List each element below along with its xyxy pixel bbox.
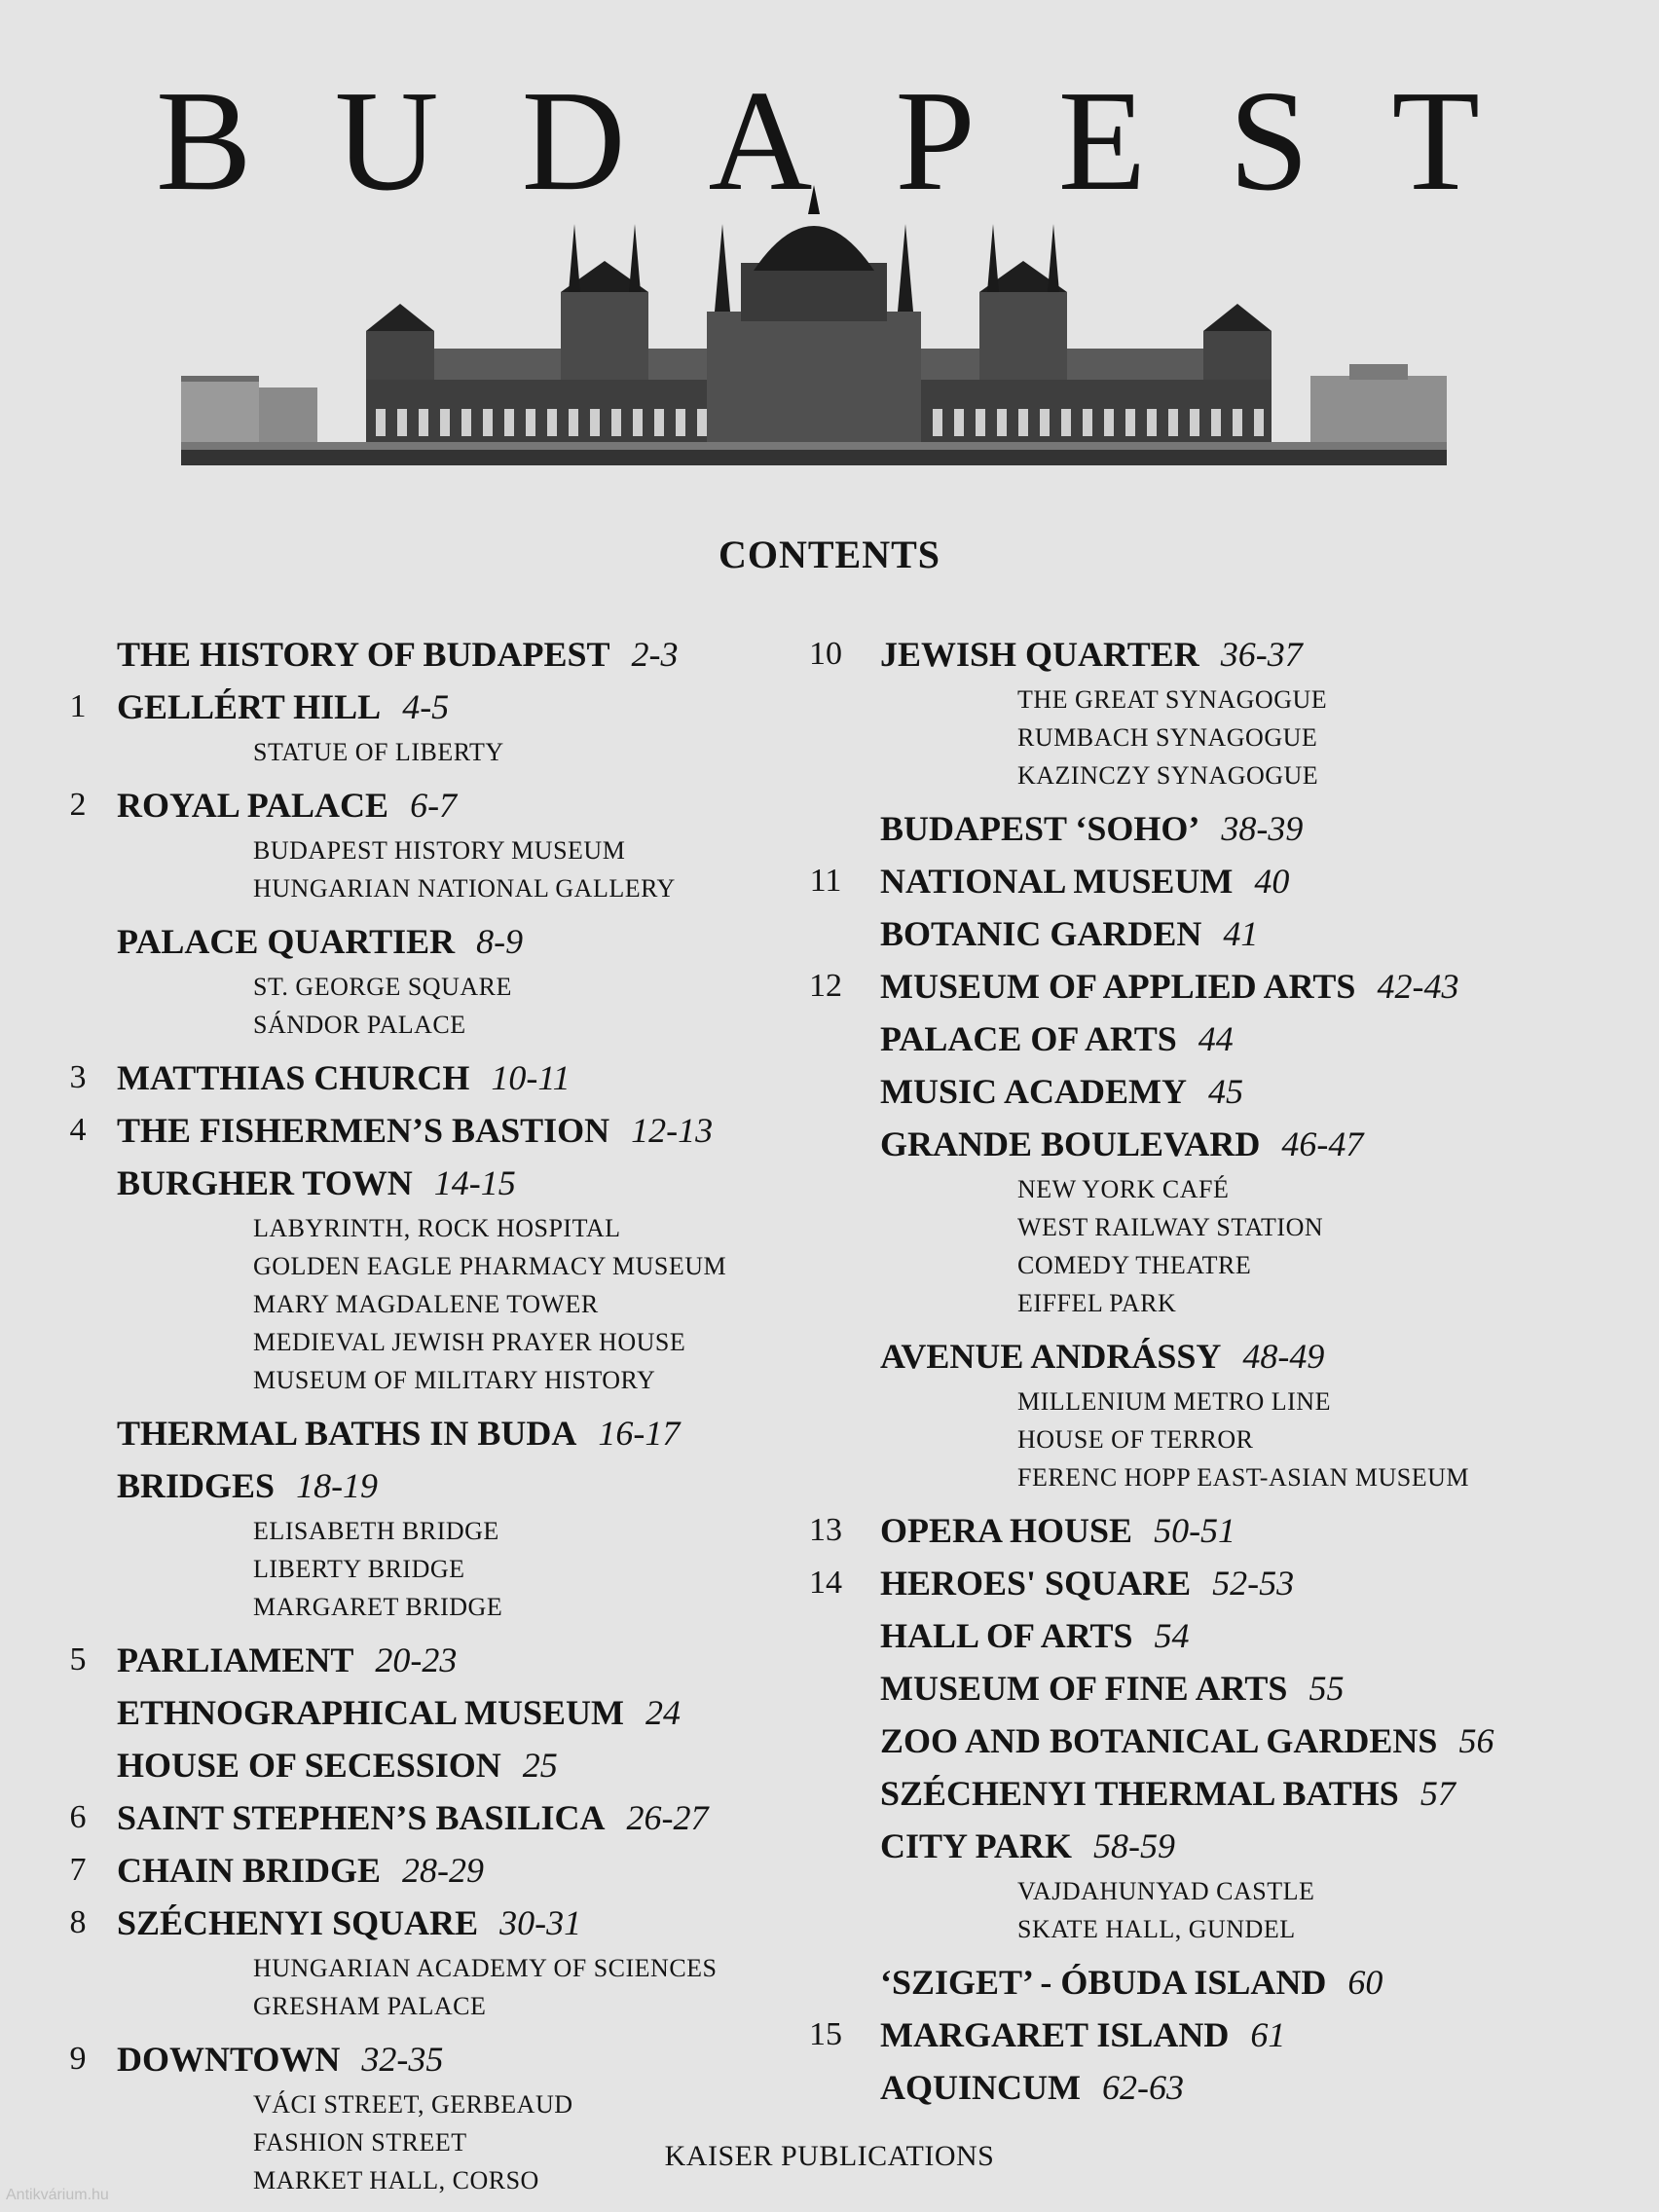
toc-pages: 12-13 <box>631 1111 714 1150</box>
toc-main-line <box>880 1118 1636 1170</box>
toc-pages: 50-51 <box>1154 1511 1236 1550</box>
toc-chapter-number: 4 <box>69 1112 87 1148</box>
toc-title: SAINT STEPHEN’S BASILICA <box>117 1798 606 1837</box>
toc-title: PALACE OF ARTS <box>880 1019 1177 1058</box>
toc-pages: 38-39 <box>1221 809 1304 848</box>
toc-subentry: VAJDAHUNYAD CASTLE <box>1017 1877 1315 1905</box>
toc-subentry: VÁCI STREET, GERBEAUD <box>253 2090 573 2119</box>
toc-pages: 41 <box>1223 914 1259 953</box>
toc-title: MATTHIAS CHURCH <box>117 1058 470 1097</box>
toc-entry <box>58 1051 798 1104</box>
toc-subentry: GRESHAM PALACE <box>253 1992 487 2020</box>
toc-subentries <box>253 733 798 771</box>
toc-subentry: MILLENIUM METRO LINE <box>1017 1387 1331 1416</box>
toc-pages: 18-19 <box>296 1466 379 1505</box>
toc-main-line <box>117 1051 798 1104</box>
toc-main-line <box>117 1634 798 1686</box>
toc-pages: 14-15 <box>433 1163 516 1202</box>
toc-main-line <box>117 628 798 681</box>
toc-pages: 44 <box>1198 1019 1234 1058</box>
toc-chapter-number: 2 <box>69 787 87 823</box>
toc-subentry: LIBERTY BRIDGE <box>253 1555 465 1583</box>
toc-subentry: FERENC HOPP EAST-ASIAN MUSEUM <box>1017 1463 1470 1492</box>
toc-main-line <box>880 1956 1636 2009</box>
toc-entry <box>798 1956 1636 2009</box>
toc-subentries <box>253 1512 798 1626</box>
toc-title: PARLIAMENT <box>117 1641 354 1679</box>
toc-subentries <box>1017 1170 1636 1322</box>
toc-subentries <box>253 831 798 907</box>
toc-entry <box>798 2009 1636 2061</box>
toc-subentry: ELISABETH BRIDGE <box>253 1517 499 1545</box>
toc-main-line <box>117 1157 798 1209</box>
toc-title: GRANDE BOULEVARD <box>880 1124 1261 1163</box>
toc-title: MUSEUM OF FINE ARTS <box>880 1669 1288 1708</box>
toc-entry <box>798 1557 1636 1609</box>
toc-main-line <box>880 907 1636 960</box>
toc-entry <box>798 960 1636 1013</box>
toc-main-line <box>880 1013 1636 1065</box>
title-letter: D <box>521 61 626 221</box>
toc-subentry: NEW YORK CAFÉ <box>1017 1175 1230 1203</box>
toc-main-line <box>117 1686 798 1739</box>
toc-pages: 55 <box>1309 1669 1345 1708</box>
toc-main-line <box>880 1330 1636 1382</box>
toc-title: THE HISTORY OF BUDAPEST <box>117 635 610 674</box>
toc-pages: 62-63 <box>1101 2068 1184 2107</box>
toc-subentry: LABYRINTH, ROCK HOSPITAL <box>253 1214 621 1242</box>
toc-title: MUSIC ACADEMY <box>880 1072 1187 1111</box>
toc-entry <box>58 1791 798 1844</box>
toc-entry <box>58 1157 798 1407</box>
toc-chapter-number: 14 <box>809 1565 842 1601</box>
toc-pages: 10-11 <box>491 1058 571 1097</box>
toc-title: HEROES' SQUARE <box>880 1564 1192 1603</box>
toc-subentries <box>1017 1872 1636 1948</box>
toc-main-line <box>117 681 798 733</box>
toc-title: BRIDGES <box>117 1466 276 1505</box>
title-letter: E <box>1057 61 1147 221</box>
publisher-footer: KAISER PUBLICATIONS <box>664 2140 995 2172</box>
toc-main-line <box>880 628 1636 681</box>
toc-main-line <box>880 1065 1636 1118</box>
toc-title: CITY PARK <box>880 1826 1072 1865</box>
contents-right-column <box>798 628 1636 2114</box>
toc-subentry: SKATE HALL, GUNDEL <box>1017 1915 1296 1943</box>
toc-title: THE FISHERMEN’S BASTION <box>117 1111 610 1150</box>
toc-chapter-number: 1 <box>69 688 87 724</box>
toc-main-line <box>117 1897 798 1949</box>
toc-subentry: FASHION STREET <box>253 2128 467 2157</box>
toc-chapter-number: 3 <box>69 1059 87 1095</box>
toc-pages: 4-5 <box>402 687 450 726</box>
toc-title: JEWISH QUARTER <box>880 635 1199 674</box>
toc-entry <box>798 1330 1636 1504</box>
toc-main-line <box>880 1609 1636 1662</box>
toc-pages: 46-47 <box>1281 1124 1364 1163</box>
toc-main-line <box>117 1791 798 1844</box>
toc-subentry: BUDAPEST HISTORY MUSEUM <box>253 836 626 865</box>
toc-subentries <box>1017 1382 1636 1496</box>
title-letter: S <box>1229 61 1309 221</box>
toc-title: BOTANIC GARDEN <box>880 914 1202 953</box>
toc-main-line <box>117 1459 798 1512</box>
toc-subentries <box>253 1949 798 2025</box>
toc-entry <box>58 1407 798 1459</box>
toc-title: AVENUE ANDRÁSSY <box>880 1337 1222 1376</box>
toc-entry <box>58 1634 798 1686</box>
toc-main-line <box>880 2061 1636 2114</box>
toc-chapter-number: 15 <box>809 2016 842 2052</box>
toc-title: DOWNTOWN <box>117 2040 341 2079</box>
toc-pages: 61 <box>1250 2015 1286 2054</box>
toc-entry <box>798 1662 1636 1714</box>
toc-main-line <box>880 2009 1636 2061</box>
toc-subentry: KAZINCZY SYNAGOGUE <box>1017 761 1319 790</box>
toc-entry <box>58 1844 798 1897</box>
toc-entry <box>58 628 798 681</box>
toc-pages: 8-9 <box>476 922 524 961</box>
toc-entry <box>58 1686 798 1739</box>
toc-entry <box>798 1065 1636 1118</box>
toc-title: PALACE QUARTIER <box>117 922 456 961</box>
toc-entry <box>798 2061 1636 2114</box>
toc-subentry: EIFFEL PARK <box>1017 1289 1177 1317</box>
toc-chapter-number: 6 <box>69 1799 87 1835</box>
toc-pages: 58-59 <box>1093 1826 1175 1865</box>
toc-title: THERMAL BATHS IN BUDA <box>117 1414 577 1453</box>
toc-chapter-number: 12 <box>809 968 842 1004</box>
toc-subentry: SÁNDOR PALACE <box>253 1011 466 1039</box>
toc-pages: 42-43 <box>1377 967 1459 1006</box>
toc-title: AQUINCUM <box>880 2068 1081 2107</box>
toc-entry <box>798 1820 1636 1956</box>
title-letter: P <box>895 61 976 221</box>
toc-title: BURGHER TOWN <box>117 1163 413 1202</box>
toc-chapter-number: 13 <box>809 1512 842 1548</box>
toc-subentry: HUNGARIAN NATIONAL GALLERY <box>253 874 676 903</box>
toc-subentry: MUSEUM OF MILITARY HISTORY <box>253 1366 656 1394</box>
toc-pages: 60 <box>1347 1963 1383 2002</box>
toc-main-line <box>117 779 798 831</box>
toc-title: GELLÉRT HILL <box>117 687 382 726</box>
toc-subentries <box>1017 681 1636 794</box>
toc-entry <box>58 1739 798 1791</box>
toc-title: MARGARET ISLAND <box>880 2015 1230 2054</box>
toc-pages: 32-35 <box>361 2040 444 2079</box>
toc-pages: 30-31 <box>499 1903 582 1942</box>
toc-subentry: MARKET HALL, CORSO <box>253 2166 539 2194</box>
toc-entry <box>798 1767 1636 1820</box>
toc-main-line <box>880 855 1636 907</box>
toc-title: ROYAL PALACE <box>117 786 389 825</box>
toc-subentry: GOLDEN EAGLE PHARMACY MUSEUM <box>253 1252 727 1280</box>
toc-main-line <box>880 960 1636 1013</box>
toc-entry <box>798 628 1636 802</box>
toc-subentry: COMEDY THEATRE <box>1017 1251 1252 1279</box>
toc-pages: 40 <box>1254 862 1290 901</box>
toc-chapter-number: 11 <box>809 863 842 899</box>
toc-pages: 45 <box>1208 1072 1243 1111</box>
toc-pages: 54 <box>1154 1616 1190 1655</box>
toc-pages: 36-37 <box>1220 635 1303 674</box>
toc-entry <box>798 1714 1636 1767</box>
toc-pages: 2-3 <box>631 635 679 674</box>
toc-entry <box>798 855 1636 907</box>
toc-main-line <box>117 1739 798 1791</box>
toc-title: ‘SZIGET’ - ÓBUDA ISLAND <box>880 1963 1327 2002</box>
watermark: Antikvárium.hu <box>6 2187 109 2203</box>
toc-pages: 20-23 <box>375 1641 458 1679</box>
toc-entry <box>58 681 798 779</box>
toc-chapter-number: 5 <box>69 1641 87 1677</box>
toc-title: MUSEUM OF APPLIED ARTS <box>880 967 1356 1006</box>
toc-main-line <box>880 1714 1636 1767</box>
toc-subentry: RUMBACH SYNAGOGUE <box>1017 723 1318 752</box>
toc-entry <box>798 1609 1636 1662</box>
toc-subentries <box>253 968 798 1044</box>
title-letter: T <box>1391 61 1480 221</box>
toc-main-line <box>117 1407 798 1459</box>
toc-chapter-number: 10 <box>809 636 842 672</box>
toc-title: NATIONAL MUSEUM <box>880 862 1234 901</box>
toc-subentry: MEDIEVAL JEWISH PRAYER HOUSE <box>253 1328 686 1356</box>
toc-main-line <box>880 1820 1636 1872</box>
toc-main-line <box>117 915 798 968</box>
toc-subentry: WEST RAILWAY STATION <box>1017 1213 1324 1241</box>
toc-subentries <box>253 1209 798 1399</box>
toc-title: HOUSE OF SECESSION <box>117 1746 501 1785</box>
toc-pages: 28-29 <box>402 1851 485 1890</box>
contents-left-column <box>58 628 798 2207</box>
toc-title: OPERA HOUSE <box>880 1511 1133 1550</box>
toc-entry <box>798 802 1636 855</box>
toc-entry <box>58 1897 798 2033</box>
toc-main-line <box>880 1767 1636 1820</box>
toc-chapter-number: 8 <box>69 1904 87 1940</box>
toc-entry <box>798 907 1636 960</box>
toc-entry <box>58 2033 798 2207</box>
toc-pages: 25 <box>522 1746 558 1785</box>
title-letter: U <box>334 61 439 221</box>
toc-chapter-number: 9 <box>69 2041 87 2077</box>
toc-main-line <box>117 1844 798 1897</box>
toc-entry <box>798 1013 1636 1065</box>
toc-main-line <box>880 1557 1636 1609</box>
toc-main-line <box>880 1504 1636 1557</box>
toc-main-line <box>880 802 1636 855</box>
toc-pages: 26-27 <box>626 1798 709 1837</box>
toc-title: ZOO AND BOTANICAL GARDENS <box>880 1721 1438 1760</box>
toc-subentry: STATUE OF LIBERTY <box>253 738 504 766</box>
toc-pages: 16-17 <box>598 1414 681 1453</box>
parliament-illustration <box>181 185 1447 477</box>
toc-main-line <box>880 1662 1636 1714</box>
toc-entry <box>58 1104 798 1157</box>
toc-title: HALL OF ARTS <box>880 1616 1133 1655</box>
toc-title: CHAIN BRIDGE <box>117 1851 382 1890</box>
toc-main-line <box>117 1104 798 1157</box>
toc-subentry: MARY MAGDALENE TOWER <box>253 1290 599 1318</box>
title-letter: A <box>708 61 813 221</box>
toc-main-line <box>117 2033 798 2085</box>
toc-subentry: THE GREAT SYNAGOGUE <box>1017 685 1328 714</box>
toc-entry <box>58 779 798 915</box>
toc-pages: 48-49 <box>1242 1337 1325 1376</box>
toc-chapter-number: 7 <box>69 1852 87 1888</box>
toc-subentry: ST. GEORGE SQUARE <box>253 973 512 1001</box>
toc-pages: 56 <box>1458 1721 1494 1760</box>
toc-subentry: HOUSE OF TERROR <box>1017 1425 1254 1454</box>
toc-entry <box>798 1118 1636 1330</box>
title-letter: B <box>156 61 252 221</box>
contents-heading: CONTENTS <box>718 533 941 576</box>
toc-pages: 52-53 <box>1212 1564 1295 1603</box>
toc-title: SZÉCHENYI THERMAL BATHS <box>880 1774 1399 1813</box>
toc-pages: 57 <box>1419 1774 1456 1813</box>
toc-entry <box>798 1504 1636 1557</box>
toc-subentry: MARGARET BRIDGE <box>253 1593 503 1621</box>
toc-title: SZÉCHENYI SQUARE <box>117 1903 479 1942</box>
toc-entry <box>58 1459 798 1634</box>
toc-title: BUDAPEST ‘SOHO’ <box>880 809 1200 848</box>
toc-title: ETHNOGRAPHICAL MUSEUM <box>117 1693 625 1732</box>
toc-entry <box>58 915 798 1051</box>
toc-pages: 24 <box>645 1693 682 1732</box>
toc-pages: 6-7 <box>410 786 458 825</box>
toc-subentry: HUNGARIAN ACADEMY OF SCIENCES <box>253 1954 718 1982</box>
